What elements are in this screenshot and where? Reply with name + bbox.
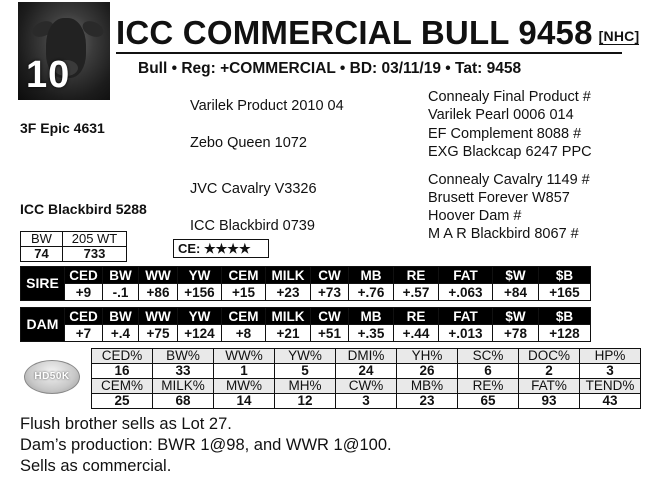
pedigree-ddd: M A R Blackbird 8067 # (428, 226, 579, 242)
dam-epd-cw: +51 (311, 325, 349, 342)
dam-epd-table (20, 307, 591, 342)
pct-header-mw: MW% (214, 379, 275, 394)
pedigree-dam: ICC Blackbird 5288 (20, 201, 147, 217)
title-divider (116, 52, 622, 54)
epd-header-cw: CW (311, 308, 349, 325)
dam-epd-label: DAM (21, 308, 65, 342)
pedigree-sire: 3F Epic 4631 (20, 120, 105, 136)
pedigree-sire-sire: Varilek Product 2010 04 (190, 98, 344, 114)
epd-header-cw: CW (311, 267, 349, 284)
wt205-header: 205 WT (63, 232, 127, 247)
note-line: Dam’s production: BWR 1@98, and WWR 1@100. (20, 436, 392, 454)
pct-value-mb: 23 (397, 394, 458, 409)
pct-value-yw: 5 (275, 364, 336, 379)
pct-value-fat: 93 (519, 394, 580, 409)
dam-epd-b: +128 (539, 325, 591, 342)
weights-table (20, 231, 127, 262)
pct-header-milk: MILK% (153, 379, 214, 394)
epd-header-milk: MILK (266, 308, 311, 325)
dam-epd-re: +.44 (394, 325, 439, 342)
pct-value-sc: 6 (458, 364, 519, 379)
pct-value-dmi: 24 (336, 364, 397, 379)
epd-header-w: $W (493, 267, 539, 284)
epd-header-b: $B (539, 267, 591, 284)
pct-value-bw: 33 (153, 364, 214, 379)
title-tag: [NHC] (598, 28, 640, 44)
pedigree-dam-sire: JVC Cavalry V3326 (190, 181, 317, 197)
dam-epd-milk: +21 (266, 325, 311, 342)
epd-header-b: $B (539, 308, 591, 325)
pct-value-mw: 14 (214, 394, 275, 409)
sire-epd-b: +165 (539, 284, 591, 301)
epd-header-ced: CED (65, 267, 103, 284)
dam-epd-fat: +.013 (439, 325, 493, 342)
calving-ease-rating: CE: ★★★★ (173, 239, 269, 258)
pct-header-sc: SC% (458, 349, 519, 364)
pedigree-sds: EF Complement 8088 # (428, 126, 582, 142)
sire-epd-label: SIRE (21, 267, 65, 301)
pct-header-dmi: DMI% (336, 349, 397, 364)
pedigree-sss: Connealy Final Product # (428, 89, 591, 105)
genomic-percentile-table (91, 348, 641, 409)
pct-header-hp: HP% (580, 349, 641, 364)
epd-header-milk: MILK (266, 267, 311, 284)
pct-header-bw: BW% (153, 349, 214, 364)
dam-epd-bw: +.4 (103, 325, 139, 342)
pedigree-dam-dam: ICC Blackbird 0739 (190, 218, 315, 234)
note-line: Sells as commercial. (20, 457, 172, 475)
dam-epd-ced: +7 (65, 325, 103, 342)
epd-header-ww: WW (139, 308, 178, 325)
sire-epd-yw: +156 (178, 284, 222, 301)
pedigree-dsd: Brusett Forever W857 (428, 190, 570, 206)
epd-header-cem: CEM (222, 308, 266, 325)
pct-value-ww: 1 (214, 364, 275, 379)
epd-header-bw: BW (103, 308, 139, 325)
pct-value-doc: 2 (519, 364, 580, 379)
epd-header-fat: FAT (439, 308, 493, 325)
epd-header-ww: WW (139, 267, 178, 284)
lot-notes (20, 414, 392, 477)
pct-header-mb: MB% (397, 379, 458, 394)
epd-header-fat: FAT (439, 267, 493, 284)
epd-header-bw: BW (103, 267, 139, 284)
pct-value-tend: 43 (580, 394, 641, 409)
pct-value-ced: 16 (92, 364, 153, 379)
wt205-value: 733 (63, 247, 127, 262)
pct-value-re: 65 (458, 394, 519, 409)
dam-epd-w: +78 (493, 325, 539, 342)
pct-value-cem: 25 (92, 394, 153, 409)
note-line: Flush brother sells as Lot 27. (20, 415, 232, 433)
pedigree-dss: Connealy Cavalry 1149 # (428, 172, 590, 188)
pct-value-milk: 68 (153, 394, 214, 409)
pct-header-cw: CW% (336, 379, 397, 394)
sire-epd-re: +.57 (394, 284, 439, 301)
sire-epd-table (20, 266, 591, 301)
epd-header-ced: CED (65, 308, 103, 325)
sire-epd-w: +84 (493, 284, 539, 301)
pedigree-dds: Hoover Dam # (428, 208, 522, 224)
dam-epd-ww: +75 (139, 325, 178, 342)
sire-epd-cem: +15 (222, 284, 266, 301)
epd-header-cem: CEM (222, 267, 266, 284)
pct-value-cw: 3 (336, 394, 397, 409)
pct-header-tend: TEND% (580, 379, 641, 394)
sire-epd-ced: +9 (65, 284, 103, 301)
pct-header-ww: WW% (214, 349, 275, 364)
pedigree-ssd: Varilek Pearl 0006 014 (428, 107, 574, 123)
page-title (116, 14, 639, 52)
pct-header-ced: CED% (92, 349, 153, 364)
bw-header: BW (21, 232, 63, 247)
epd-header-w: $W (493, 308, 539, 325)
pct-header-yw: YW% (275, 349, 336, 364)
pct-header-mh: MH% (275, 379, 336, 394)
pct-header-fat: FAT% (519, 379, 580, 394)
epd-header-yw: YW (178, 267, 222, 284)
pct-header-re: RE% (458, 379, 519, 394)
pct-header-yh: YH% (397, 349, 458, 364)
sire-epd-fat: +.063 (439, 284, 493, 301)
dam-epd-cem: +8 (222, 325, 266, 342)
bw-value: 74 (21, 247, 63, 262)
pct-header-doc: DOC% (519, 349, 580, 364)
sire-epd-bw: -.1 (103, 284, 139, 301)
epd-header-yw: YW (178, 308, 222, 325)
pct-value-hp: 3 (580, 364, 641, 379)
pedigree-sdd: EXG Blackcap 6247 PPC (428, 144, 592, 160)
epd-header-re: RE (394, 267, 439, 284)
lot-number: 10 (26, 54, 71, 96)
animal-subtitle: Bull • Reg: +COMMERCIAL • BD: 03/11/19 • Tat: 9458 (138, 60, 522, 77)
hd50k-logo: HD50K (24, 360, 80, 394)
dam-epd-mb: +.35 (349, 325, 394, 342)
epd-header-re: RE (394, 308, 439, 325)
pct-value-mh: 12 (275, 394, 336, 409)
pedigree-sire-dam: Zebo Queen 1072 (190, 135, 307, 151)
sire-epd-cw: +73 (311, 284, 349, 301)
title-text: ICC COMMERCIAL BULL 9458 (116, 14, 593, 51)
pct-value-yh: 26 (397, 364, 458, 379)
sire-epd-milk: +23 (266, 284, 311, 301)
dam-epd-yw: +124 (178, 325, 222, 342)
epd-header-mb: MB (349, 267, 394, 284)
epd-header-mb: MB (349, 308, 394, 325)
sire-epd-ww: +86 (139, 284, 178, 301)
sire-epd-mb: +.76 (349, 284, 394, 301)
pct-header-cem: CEM% (92, 379, 153, 394)
